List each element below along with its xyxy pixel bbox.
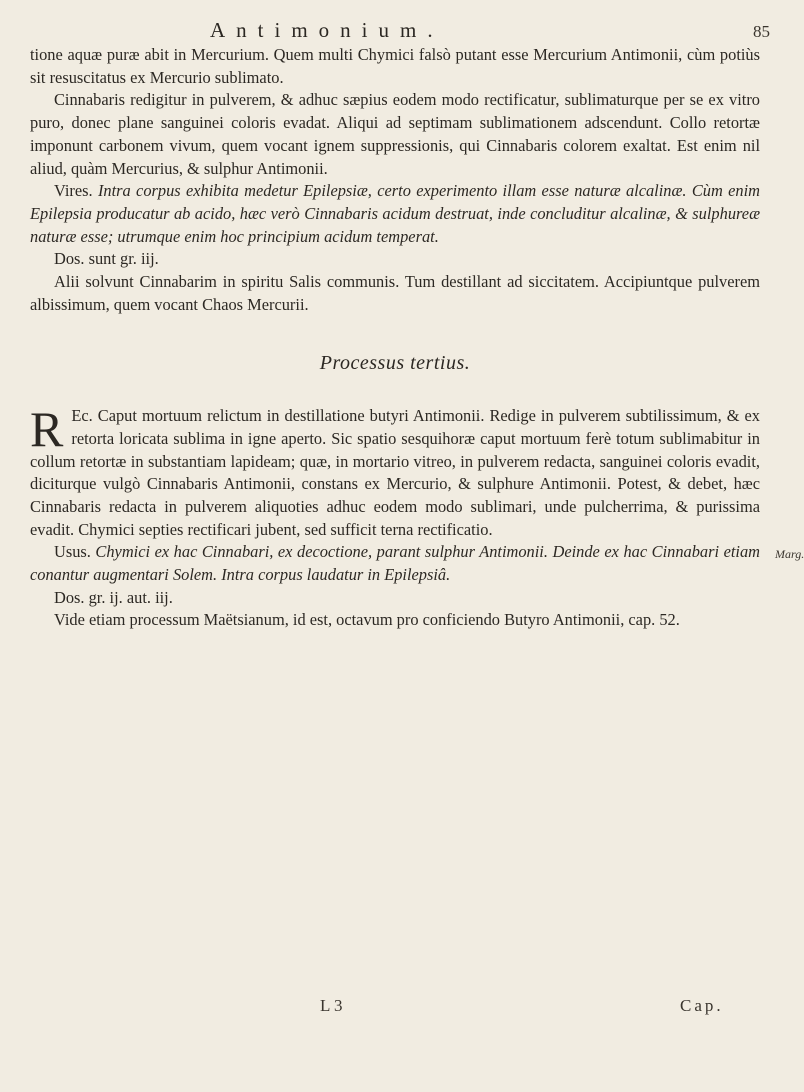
paragraph-usus (30, 541, 760, 586)
running-head (0, 16, 800, 46)
margin-note: Marg. (775, 547, 804, 561)
paragraph-vires (30, 180, 760, 248)
paragraph-alii: Alii solvunt Cinnabarim in spiritu Salis communis. Tum destillant ad siccitatem. Accipiuntque pulverem albissimum, quem vocant Chaos Mercurii. (30, 272, 760, 314)
usus-text: Chymici ex hac Cinnabari, ex decoctione, parant sulphur Antimonii. Deinde ex hac Cinnabari etiam conantur augmentari Solem. Intra corpus laudatur in Epilepsiâ. (30, 542, 760, 585)
paragraph-vide: Vide etiam processum Maëtsianum, id est, octavum pro conficiendo Butyro Antimonii, cap. 52. (54, 610, 680, 630)
paragraph-cinnabaris: Cinnabaris redigitur in pulverem, & adhuc sæpius eodem modo rectificatur, sublimaturque per se ex vitro puro, donec plane sanguinei coloris evadat. Aliqui ad septimam sublimationem adscendunt. Collo retortæ imponunt carbonem vivum, quem vocant ignem suppressionis, qui Cinnabaris colorem exaltat. Est enim nil aliud, quàm Mercurius, & sulphur Antimonii. (30, 90, 760, 178)
paragraph-processus (30, 401, 760, 541)
page-footer (0, 996, 800, 1026)
paragraph-continuation: tione aquæ puræ abit in Mercurium. Quem multi Chymici falsò putant esse Mercurium Antimonii, cùm potiùs sit resuscitatus ex Mercurio sublimato. (30, 45, 760, 87)
catchword: Cap. (680, 996, 724, 1015)
processus-text: Ec. Caput mortuum relictum in destillatione butyri Antimonii. Redige in pulverem subtilissimum, & ex retorta loricata sublima in igne aperto. Sic spatio sesquihoræ caput mortuum ferè totum sublimabitur in collum retortæ in substantiam lapideam; quæ, in mortario vitreo, in pulverem redacta, sanguinei coloris evadit, diciturque vulgò Cinnabaris Antimonii, constans ex Mercurio, & sulphure Antimonii. Potest, & debet, hæc Cinnabaris redacta in pulverem aliquoties adhuc eodem modo sublimari, unde pulcherrima, & purissima evadit. Chymici septies rectificari jubent, sed sufficit terna rectificatio. (30, 406, 760, 539)
drop-cap: R (30, 401, 64, 458)
usus-label: Usus. (54, 542, 91, 562)
signature-mark: L 3 (320, 996, 343, 1015)
page-number: 85 (753, 22, 770, 41)
section-title: Processus tertius. (319, 352, 471, 375)
body-text (30, 44, 760, 632)
vires-label: Vires. (54, 181, 93, 201)
running-title: Antimonium. (210, 18, 444, 42)
paragraph-dose-2: Dos. gr. ij. aut. iij. (54, 587, 173, 607)
paragraph-dose-1: Dos. sunt gr. iij. (54, 249, 159, 269)
vires-text: Intra corpus exhibita medetur Epilepsiæ, certo experimento illam esse naturæ alcalinæ. Cùm enim Epilepsia producatur ab acido, hæc verò Cinnabaris acidum destruat, inde concluditur alcalinæ, & sulphureæ naturæ esse; utrumque enim hoc principium acidum temperat. (30, 181, 760, 246)
